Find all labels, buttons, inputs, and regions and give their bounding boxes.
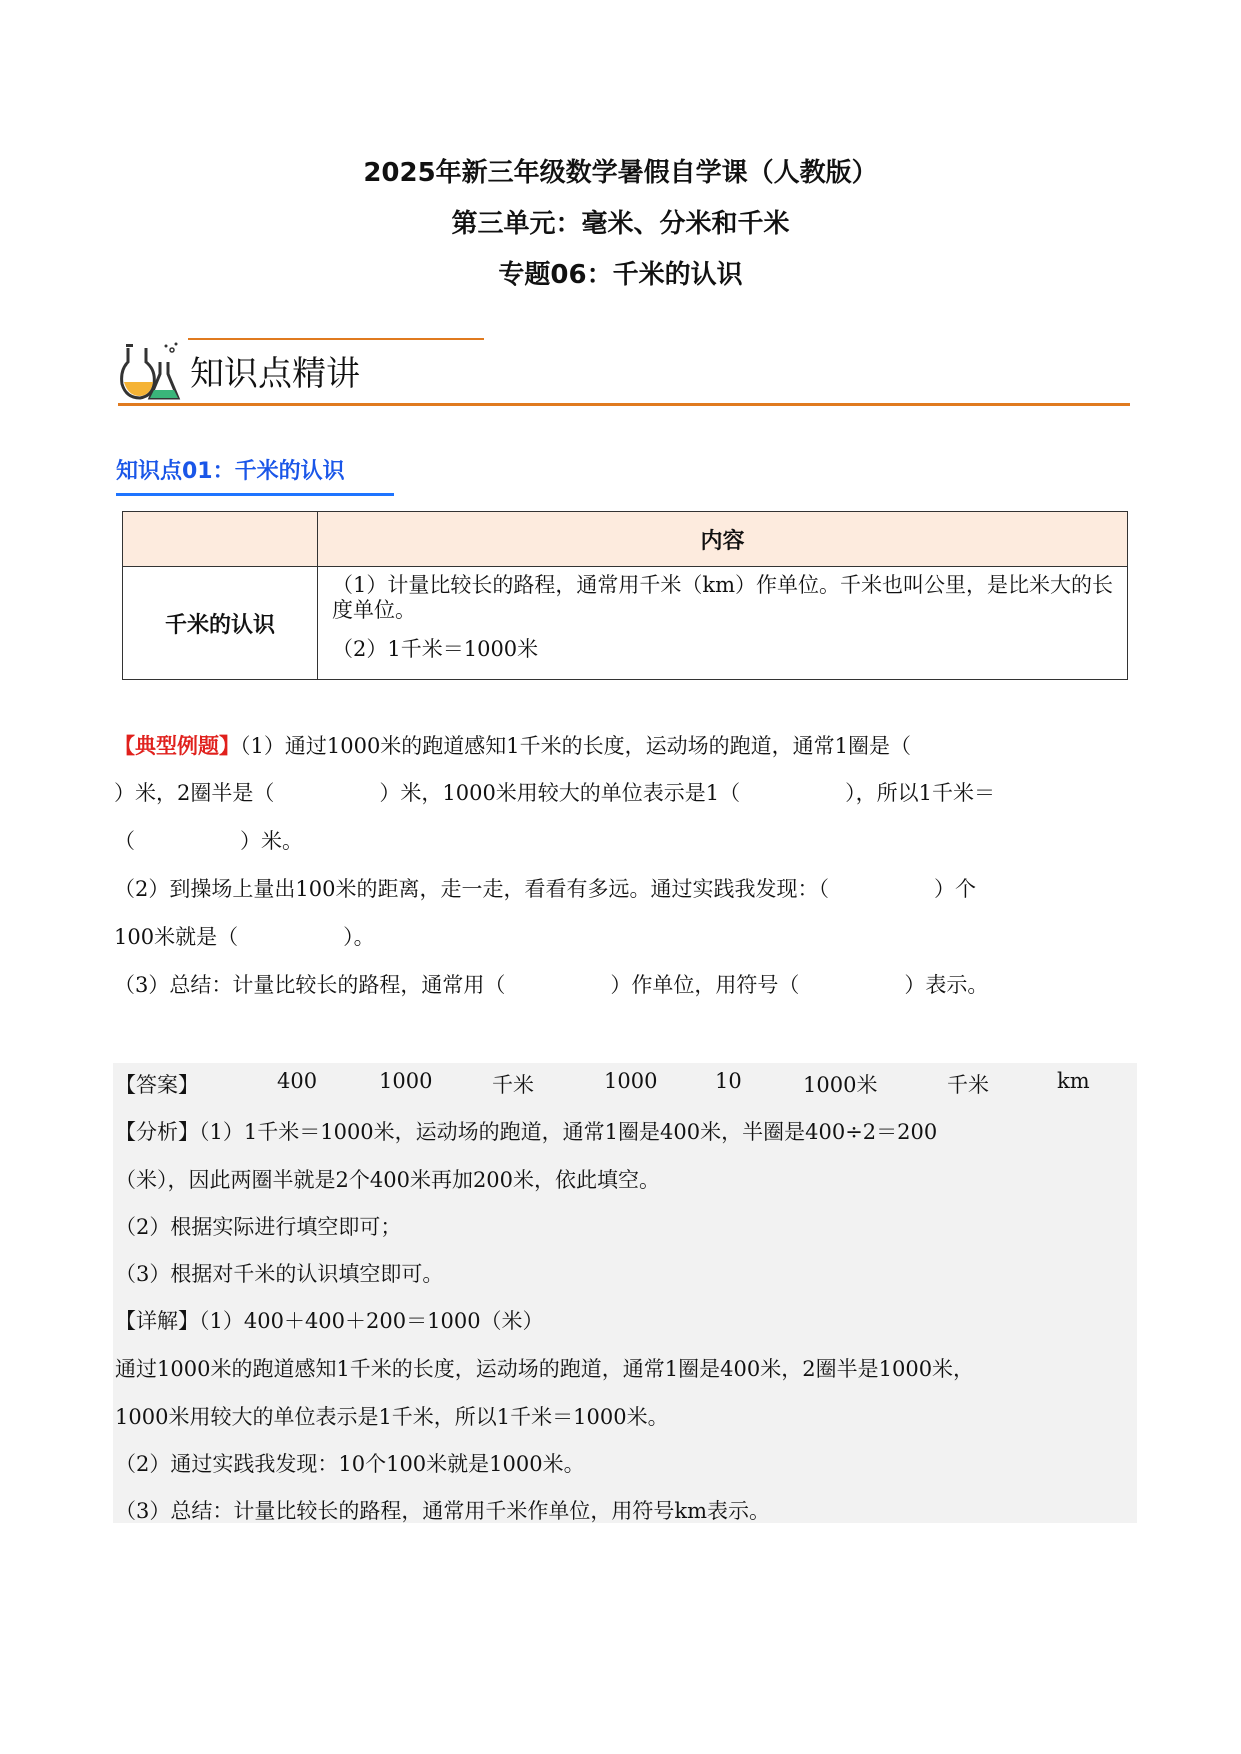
example-line-1 (114, 730, 911, 760)
knowledge-point-underline (116, 493, 394, 496)
table-item-1: （1）计量比较长的路程，通常用千米（km）作单位。千米也叫公里，是比米大的长度单位。 (332, 573, 1113, 622)
detail-line-5: （3）总结：计量比较长的路程，通常用千米作单位，用符号km表示。 (115, 1499, 770, 1523)
answer-value: 1000米 (803, 1073, 878, 1097)
knowledge-table (122, 511, 1128, 680)
answer-value: 1000 (604, 1069, 658, 1093)
example-line-2: ）米，2圈半是（ ）米，1000米用较大的单位表示是1（ ），所以1千米＝ (114, 781, 996, 805)
table-header-content: 内容 (318, 512, 1128, 567)
example-tag: 【典型例题】 (114, 734, 240, 758)
answer-label: 【答案】 (115, 1073, 199, 1097)
example-line-3: （ ）米。 (114, 829, 303, 853)
detail-line-2: 通过1000米的跑道感知1千米的长度，运动场的跑道，通常1圈是400米，2圈半是1000米， (115, 1357, 975, 1381)
topic-title: 专题06：千米的认识 (498, 260, 743, 290)
table-item-2: （2）1千米＝1000米 (332, 637, 539, 661)
answer-value: 千米 (947, 1073, 989, 1097)
table-header-empty (123, 512, 318, 567)
answer-box (113, 1063, 1137, 1523)
flask-icon (118, 340, 182, 404)
analysis-line-4: （3）根据对千米的认识填空即可。 (115, 1262, 444, 1286)
example-text-1: （1）通过1000米的跑道感知1千米的长度，运动场的跑道，通常1圈是（ (240, 734, 912, 758)
answer-value: 400 (277, 1069, 318, 1093)
analysis-line-3: （2）根据实际进行填空即可； (115, 1215, 402, 1239)
example-line-5: 100米就是（ ）。 (114, 925, 375, 949)
example-line-4: （2）到操场上量出100米的距离，走一走，看看有多远。通过实践我发现：（ ）个 (114, 877, 976, 901)
analysis-label: 【分析】 (115, 1120, 199, 1144)
table-content-cell (318, 567, 1128, 680)
analysis-text-1: （1）1千米＝1000米，运动场的跑道，通常1圈是400米，半圈是400÷2＝200 (199, 1120, 938, 1144)
detail-label: 【详解】 (115, 1309, 199, 1333)
knowledge-point-title: 知识点01：千米的认识 (116, 459, 345, 484)
unit-title: 第三单元：毫米、分米和千米 (451, 209, 790, 239)
document-title: 2025年新三年级数学暑假自学课（人教版） (363, 158, 878, 188)
section-header (118, 338, 1130, 406)
table-row-head: 千米的认识 (123, 567, 318, 680)
answer-value: km (1057, 1069, 1090, 1093)
detail-line-1 (115, 1305, 544, 1335)
answer-value: 1000 (379, 1069, 433, 1093)
example-line-6: （3）总结：计量比较长的路程，通常用（ ）作单位，用符号（ ）表示。 (114, 973, 989, 997)
answer-value: 10 (715, 1069, 742, 1093)
section-heading: 知识点精讲 (190, 354, 360, 394)
detail-line-3: 1000米用较大的单位表示是1千米，所以1千米＝1000米。 (115, 1405, 669, 1429)
answer-line (115, 1069, 1135, 1099)
answer-value: 千米 (492, 1073, 534, 1097)
analysis-line-2: （米），因此两圈半就是2个400米再加200米，依此填空。 (115, 1168, 661, 1192)
detail-text-1: （1）400＋400＋200＝1000（米） (199, 1309, 544, 1333)
analysis-line-1 (115, 1116, 937, 1146)
detail-line-4: （2）通过实践我发现：10个100米就是1000米。 (115, 1452, 585, 1476)
